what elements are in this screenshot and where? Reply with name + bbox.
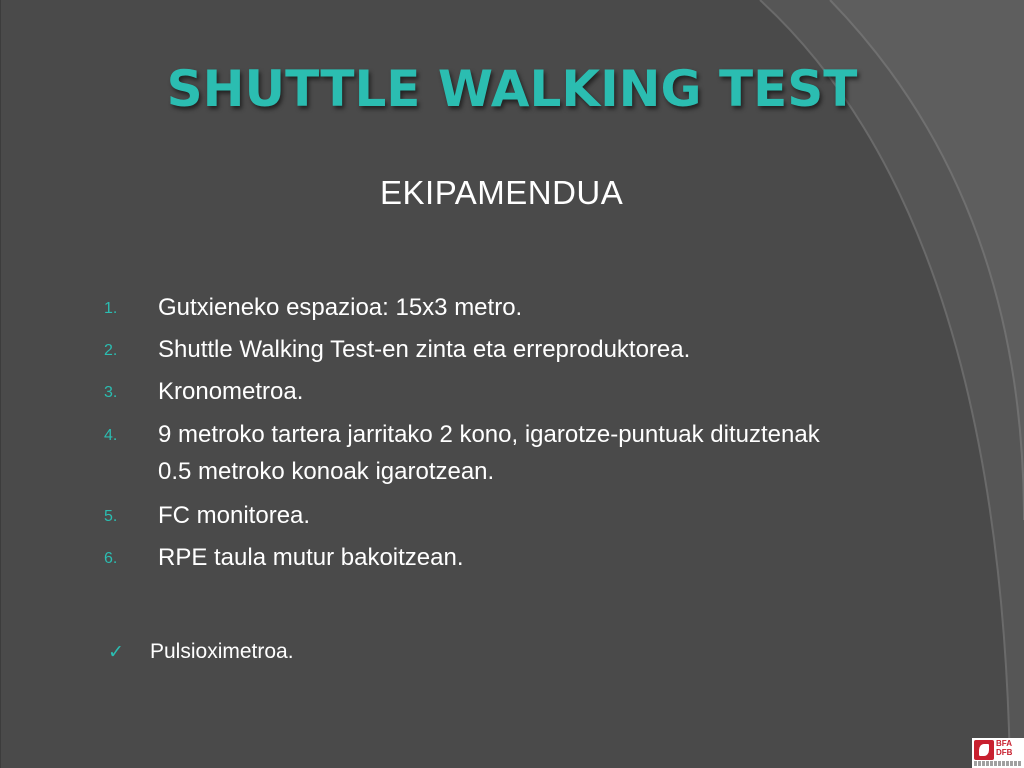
list-item <box>104 290 844 326</box>
list-item <box>104 374 844 410</box>
list-item-text: 9 metroko tartera jarritako 2 kono, igarotze-puntuak dituztenak 0.5 metroko konoak igarotzean. <box>158 421 820 485</box>
list-item-text: FC monitorea. <box>158 502 311 529</box>
list-number: 5. <box>104 508 118 525</box>
check-item-text: Pulsioximetroa. <box>150 640 294 663</box>
checkmark-icon: ✓ <box>108 641 124 663</box>
list-number: 1. <box>104 300 118 317</box>
list-item <box>104 332 844 368</box>
list-item-text: Kronometroa. <box>158 378 304 405</box>
list-item <box>104 498 844 534</box>
slide-title: SHUTTLE WALKING TEST <box>166 60 858 118</box>
logo-fine-print <box>974 761 1022 766</box>
check-list-item <box>108 640 294 664</box>
list-number: 2. <box>104 342 118 359</box>
list-number: 3. <box>104 384 118 401</box>
bfa-dfb-logo <box>972 738 1024 768</box>
logo-line-2: DFB <box>996 748 1013 757</box>
logo-text <box>996 739 1012 757</box>
equipment-list <box>104 290 844 582</box>
list-item <box>104 540 844 576</box>
list-item-text: RPE taula mutur bakoitzean. <box>158 544 464 571</box>
list-number: 4. <box>104 427 118 444</box>
list-number: 6. <box>104 550 118 567</box>
list-item-text: Gutxieneko espazioa: 15x3 metro. <box>158 294 523 321</box>
logo-mark-icon <box>974 740 994 760</box>
logo-line-1: BFA <box>996 739 1012 748</box>
slide-subtitle: EKIPAMENDUA <box>380 174 624 211</box>
list-item-text: Shuttle Walking Test-en zinta eta erreproduktorea. <box>158 336 691 363</box>
list-item <box>104 416 844 490</box>
